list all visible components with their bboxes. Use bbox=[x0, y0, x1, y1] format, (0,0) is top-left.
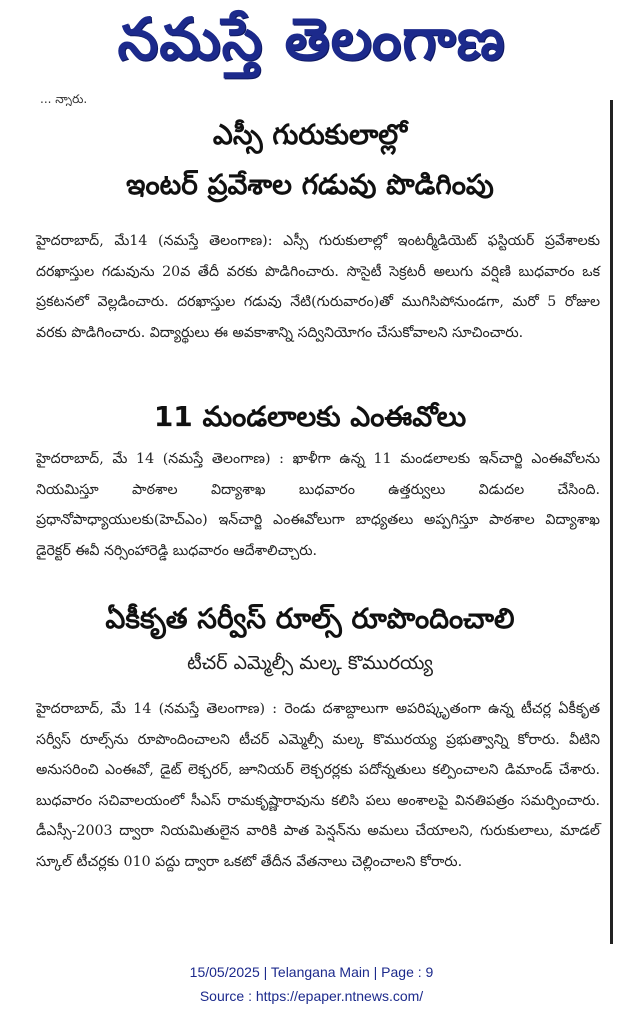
article1-headline-line1: ఎస్సీ గురుకులాల్లో bbox=[212, 118, 408, 151]
footer-source-link[interactable]: Source : https://epaper.ntnews.com/ bbox=[199, 988, 424, 1004]
masthead-logo: నమస్తే తెలంగాణ bbox=[117, 4, 506, 73]
article3-headline: ఏకీకృత సర్వీస్ రూల్స్ రూపొందించాలి bbox=[105, 602, 515, 635]
article2-headline: 11 మండలాలకు ఎంఈవోలు bbox=[153, 400, 467, 433]
article2-body: హైదరాబాద్, మే 14 (నమస్తే తెలంగాణ) : ఖాళీగా ఉన్న 11 మండలాలకు ఇన్‌చార్జి ఎంఈవోలను నియమిస్తూ పాఠశాల విద్యాశాఖ బుధవారం ఉత్తర్వులు విడుదల చేసింది. ప్రధానోపాధ్యాయులకు(హెచ్‌ఎం) ఇన్‌చార్జి ఎంఈవోలుగా బాధ్యతలు అప్పగిస్తూ పాఠశాల విద్యాశాఖ డైరెక్టర్ ఈవీ నర్సింహారెడ్డి బుధవారం ఆదేశాలిచ్చారు. bbox=[36, 451, 600, 559]
footer-edition-info: 15/05/2025 | Telangana Main | Page : 9 bbox=[189, 964, 434, 980]
masthead bbox=[0, 0, 623, 92]
article1-headline-line2: ఇంటర్ ప్రవేశాల గడువు పొడిగింపు bbox=[126, 168, 494, 201]
previous-article-stub: ... న్నారు. bbox=[40, 92, 88, 106]
article1-body: హైదరాబాద్, మే14 (నమస్తే తెలంగాణ): ఎస్సీ గురుకులాల్లో ఇంటర్మీడియెట్ ఫస్టియర్ ప్రవేశాలకు దరఖాస్తుల గడువును 20వ తేదీ వరకు పొడిగించారు. సొసైటీ సెక్రటరీ అలుగు వర్షిణి బుధవారం ఒక ప్రకటనలో వెల్లడించారు. దరఖాస్తుల గడువు నేటి(గురువారం)తో ముగిసిపోనుండగా, మరో 5 రోజుల వరకు పొడిగించారు. విద్యార్థులు ఈ అవకాశాన్ని సద్వినియోగం చేసుకోవాలని సూచించారు. bbox=[36, 233, 600, 341]
column-divider bbox=[610, 100, 613, 944]
article3-body: హైదరాబాద్, మే 14 (నమస్తే తెలంగాణ) : రెండు దశాబ్దాలుగా అపరిష్కృతంగా ఉన్న టీచర్ల ఏకీకృత సర్వీస్ రూల్స్‌ను రూపొందించాలని టీచర్ ఎమ్మెల్సీ మల్క కొమురయ్య ప్రభుత్వాన్ని కోరారు. వీటిని అనుసరించి ఎంఈవో, డైట్ లెక్చరర్, జూనియర్ లెక్చరర్లకు పదోన్నతులు కల్పించాలని డిమాండ్ చేశారు. బుధవారం సచివాలయంలో సీఎస్ రామకృష్ణారావును కలిసి పలు అంశాలపై వినతిపత్రం సమర్పించారు. డీఎస్సీ-2003 ద్వారా నియమితులైన వారికి పాత పెన్షన్‌ను అమలు చేయాలని, గురుకులాలు, మాడల్ స్కూల్ టీచర్లకు 010 పద్దు ద్వారా ఒకటో తేదీన వేతనాలు చెల్లించాలని కోరారు. bbox=[36, 701, 600, 870]
article3-subhead: టీచర్ ఎమ్మెల్సీ మల్క కొమురయ్య bbox=[187, 652, 433, 674]
